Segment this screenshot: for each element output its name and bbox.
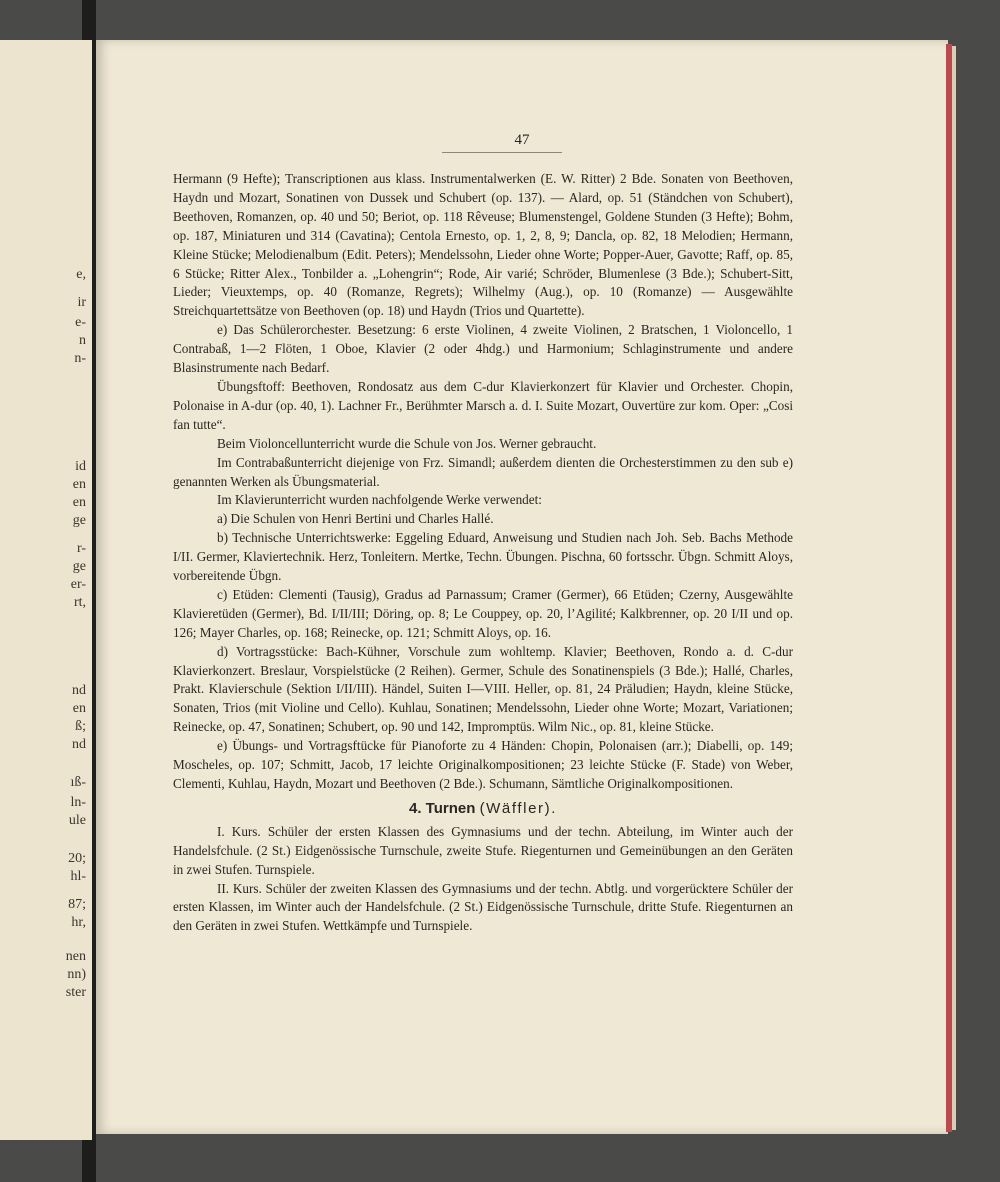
left-margin-fragment: nd (72, 683, 86, 698)
left-margin-fragment: nn) (67, 967, 86, 982)
paragraph-piano-c: c) Etüden: Clementi (Tausig), Gradus ad Parnassum; Cramer (Germer), 66 Etüden; Czerny, Ausgewählte Klavieretüden (Germer), Bd. I/II/III; Döring, op. 8; Le Couppey, op. 20, l’Agilité; Kalkbrenner, op. 20 I/II und op. 126; Mayer Charles, op. 168; Reinecke, op. 121; Schmitt Aloys, op. 16. (173, 586, 793, 640)
left-margin-fragment: ge (72, 513, 86, 528)
paragraph-orchestra: e) Das Schülerorchester. Besetzung: 6 erste Violinen, 4 zweite Violinen, 2 Bratschen, 1 Violoncello, 1 Contrabaß, 1—2 Flöten, 1 Oboe, Klavier (2 oder 4hdg.) und Harmonium; Schlaginstrumente und andere Blasinstrumente nach Bedarf. (173, 322, 793, 376)
left-margin-fragment: ir (77, 295, 86, 310)
paragraph-continuation: Hermann (9 Hefte); Transcriptionen aus klass. Instrumentalwerken (E. W. Ritter) 2 Bde. Sonaten von Beethoven, Haydn und Mozart, Sonatinen von Dussek und Schubert (op. 137). — Alard, op. 51 (Ständchen von Schubert), Beethoven, Romanzen, op. 40 und 50; Beriot, op. 118 Rêveuse; Blumenstengel, Goldene Stunden (3 Hefte); Bohm, op. 187, Miniaturen und 314 (Cavatina); Centola Ernesto, op. 1, 2, 8, 9; Dancla, op. 82, 18 Melodien; Hermann, Kleine Stücke; Melodienalbum (Edit. Peters); Mendelssohn, Lieder ohne Worte; Popper-Auer, Gavotte; Raff, op. 85, 6 Stücke; Ritter Alex., Tonbilder a. „Lohengrin“; Rode, Air varié; Schröder, Blumenlese (3 Bde.); Schubert-Sitt, Lieder; Vieuxtemps, op. 40 (Romanze, Regrets); Wilhelmy (Aug.), op. 10 (Romanze) — Ausgewählte Streichquartettsätze von Beethoven (op. 18) und Haydn (Trios und Quartette). (173, 171, 793, 319)
section-heading (173, 800, 793, 819)
left-margin-fragment: hr, (71, 915, 86, 930)
page-edge (952, 46, 956, 1130)
left-margin-fragment: ln- (70, 795, 86, 810)
paragraph-course-1: I. Kurs. Schüler der ersten Klassen des Gymnasiums und der techn. Abteilung, im Winter auch der Handelsfchule. (2 St.) Eidgenössische Turnschule, zweite Stufe. Riegenturnen und Gemeinübungen an den Geräten in zwei Stufen. Turnspiele. (173, 823, 793, 877)
page-number-rule (442, 152, 562, 153)
left-margin-fragment: nen (65, 949, 86, 964)
left-margin-fragment: hl- (70, 869, 86, 884)
paragraph-double-bass: Im Contrabaßunterricht diejenige von Frz. Simandl; außerdem dienten die Orchesterstimmen zu den sub e) genannten Werken als Übungsmaterial. (173, 454, 793, 489)
left-margin-fragment: e- (75, 315, 86, 330)
left-margin-fragment: e, (76, 267, 86, 282)
left-margin-fragment: en (72, 477, 86, 492)
left-margin-fragment: nd (72, 737, 86, 752)
left-margin-fragment: er- (70, 577, 86, 592)
left-margin-fragment: 20; (68, 851, 86, 866)
left-margin-fragment: id (75, 459, 86, 474)
left-margin-fragment: n- (74, 351, 86, 366)
left-margin-fragment: en (72, 495, 86, 510)
body-text (173, 170, 793, 936)
paragraph-cello: Beim Violoncellunterricht wurde die Schule von Jos. Werner gebraucht. (217, 435, 597, 451)
section-title: 4. Turnen (409, 799, 476, 817)
left-margin-fragment: n (79, 333, 86, 348)
left-margin-fragment: 87; (68, 897, 86, 912)
left-margin-fragment: en (72, 701, 86, 716)
paragraph-course-2: II. Kurs. Schüler der zweiten Klassen des Gymnasiums und der techn. Abtlg. und vorgerücktere Schüler der ersten Klassen, im Winter auch der Handelsfchule. (2 St.) Eidgenössische Turnschule, dritte Stufe. Riegenturnen an den Geräten in zwei Stufen. Wettkämpfe und Turnspiele. (173, 880, 793, 934)
paragraph-piano-e: e) Übungs- und Vortragsftücke für Pianoforte zu 4 Händen: Chopin, Polonaisen (arr.); Diabelli, op. 149; Moscheles, op. 107; Schmitt, Jacob, 17 leichte Originalkompositionen; 23 leichte Stücke (F. Stade) von Weber, Clementi, Kuhlau, Haydn, Mozart und Beethoven (2 Bde.). Schumann, Sämtliche Originalkompositionen. (173, 738, 793, 791)
paragraph-piano-d: d) Vortragsstücke: Bach-Kühner, Vorschule zum wohltemp. Klavier; Beethoven, Rondo a. d. C-dur Klavierkonzert. Breslaur, Vorspielstücke (2 Reihen). Germer, Schule des Sonatinenspiels (3 Bde.); Hallé, Charles, Prakt. Klavierschule (Sektion I/II/III). Händel, Suiten I—VIII. Heller, op. 81, 24 Präludien; Haydn, kleine Stücke, Sonaten, Trios (mit Violine und Cello). Kuhlau, Sonatinen; Mendelssohn, Lieder ohne Worte; Mozart, Variationen; Reinecke, op. 47, Sonatinen; Schubert, op. 90 und 142, Impromptüs. Wilm Nic., op. 81, kleine Stücke. (173, 643, 793, 735)
page-number: 47 (514, 132, 530, 148)
paragraph-piano-b: b) Technische Unterrichtswerke: Eggeling Eduard, Anweisung und Studien nach Joh. Seb. Bachs Methode I/II. Germer, Klaviertechnik. Herz, Tonleitern. Mertke, Techn. Übungen. Pischna, 60 fortsschr. Übgn. Schmitt Aloys, vorbereitende Übgn. (173, 530, 793, 584)
left-margin-fragment: rt, (73, 595, 86, 610)
paragraph-practice-material: Übungsftoff: Beethoven, Rondosatz aus dem C-dur Klavierkonzert für Klavier und Orchester. Chopin, Polonaise in A-dur (op. 40, 1). Lachner Fr., Berühmter Marsch a. d. I. Suite Mozart, Ouvertüre zur kom. Oper: „Cosi fan tutte“. (173, 378, 793, 432)
paragraph-piano-intro: Im Klavierunterricht wurden nachfolgende Werke verwendet: (217, 492, 542, 508)
left-page (0, 40, 92, 1140)
left-margin-fragment: r- (76, 541, 86, 556)
paragraph-piano-a: a) Die Schulen von Henri Bertini und Charles Hallé. (217, 511, 494, 527)
left-margin-fragment: ß; (75, 719, 86, 734)
left-margin-fragment: ge (72, 559, 86, 574)
left-margin-fragment: ule (68, 813, 86, 828)
left-margin-fragment: ster (65, 985, 86, 1000)
left-margin-fragment: ıß- (70, 775, 86, 790)
section-teacher: (Wäffler). (479, 799, 557, 817)
